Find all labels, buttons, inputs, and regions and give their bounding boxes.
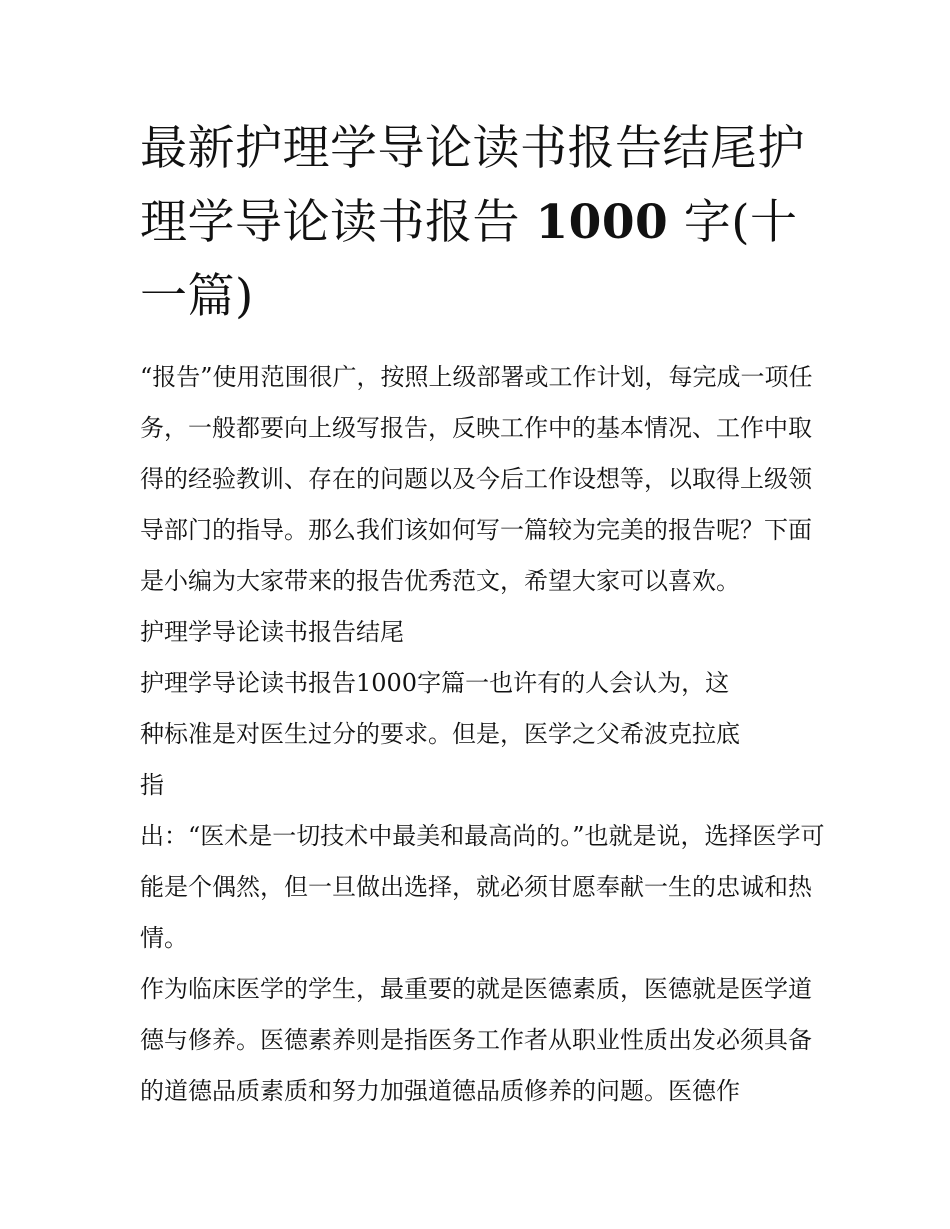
body-paragraph: 出：“医术是一切技术中最美和最高尚的。”也就是说，选择医学可能是个偶然，但一旦做出选择，就必须甘愿奉献一生的忠诚和热情。 bbox=[140, 822, 825, 952]
title-number: 1000 bbox=[535, 195, 669, 250]
section-heading: 护理学导论读书报告结尾 bbox=[140, 618, 404, 646]
title-text-part1: 最新护理学导论读书报告结尾护理学导论读书报告 bbox=[140, 121, 805, 250]
body-paragraph: 作为临床医学的学生，最重要的就是医德素质，医德就是医学道德与修养。医德素养则是指医务工作者从职业性质出发必须具备的道德品质素质和努力加强道德品质修养的问题。医德作 bbox=[140, 975, 812, 1105]
title-text-part2: 字(十一篇) bbox=[140, 195, 798, 324]
document-body bbox=[140, 352, 830, 1117]
body-paragraph: 护理学导论读书报告1000字篇一也许有的人会认为，这种标准是对医生过分的要求。但是，医学之父希波克拉底指 bbox=[140, 669, 740, 799]
document-title bbox=[140, 112, 820, 334]
intro-paragraph: “报告”使用范围很广，按照上级部署或工作计划，每完成一项任务，一般都要向上级写报告，反映工作中的基本情况、工作中取得的经验教训、存在的问题以及今后工作设想等，以取得上级领导部门的指导。那么我们该如何写一篇较为完美的报告呢？下面是小编为大家带来的报告优秀范文，希望大家可以喜欢。 bbox=[140, 363, 813, 595]
